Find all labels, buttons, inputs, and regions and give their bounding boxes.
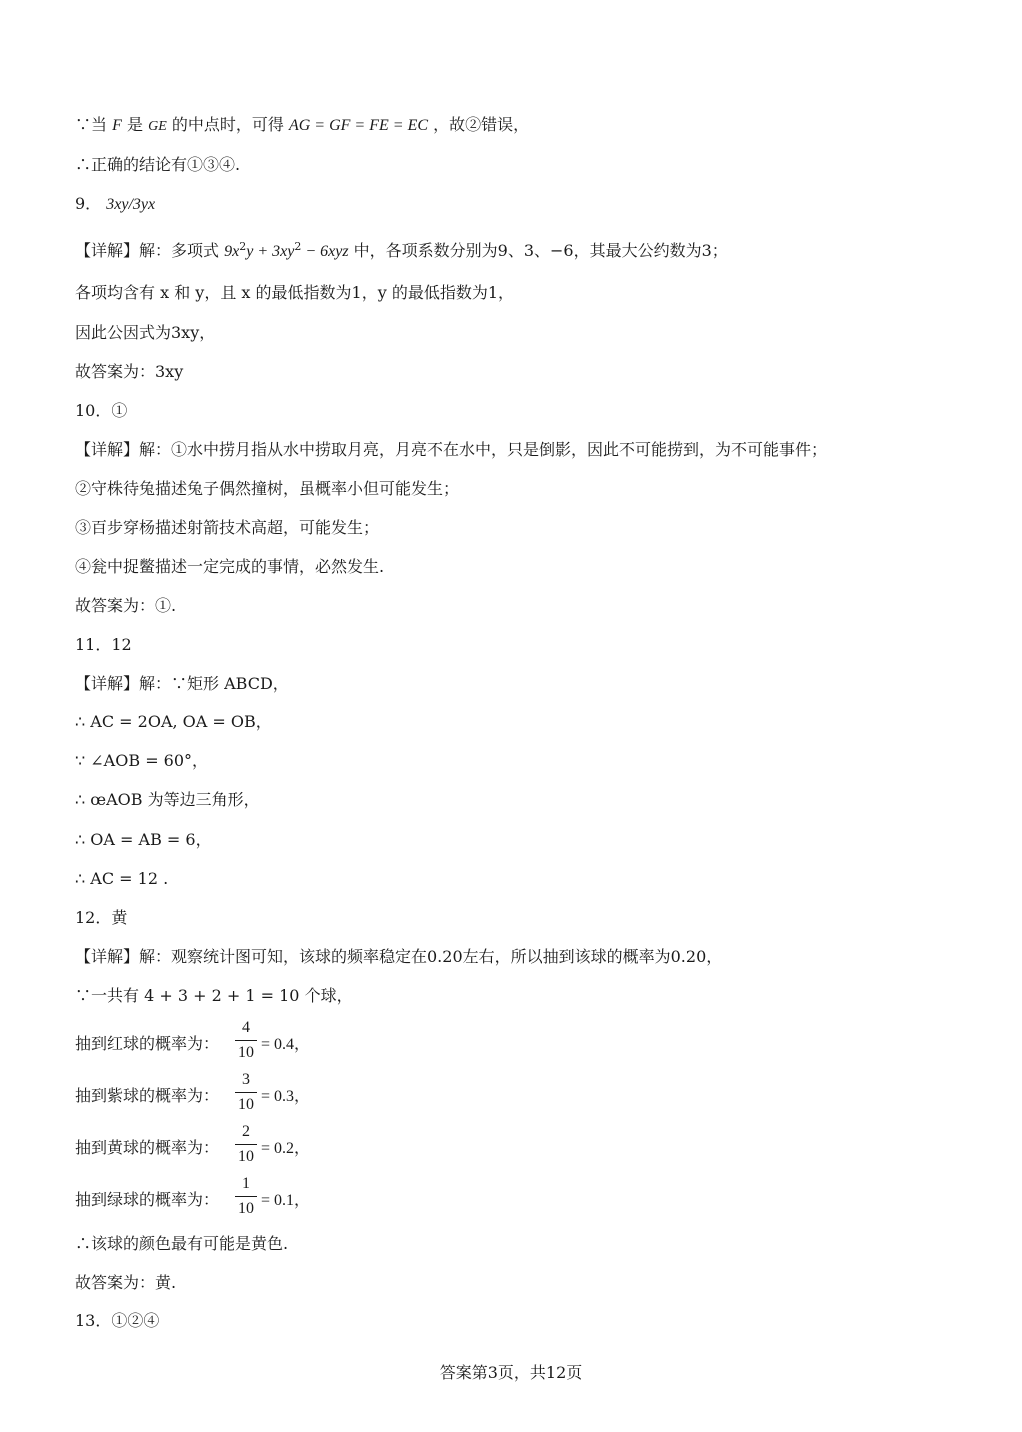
numerator: 3 [242,1071,250,1088]
fraction [233,1121,259,1168]
math-term: 9x [224,243,240,260]
result: = 0.3， [261,1088,311,1105]
question-12-answer: 12．黄 [75,908,128,927]
question-10-detail-5: 故答案为：①. [75,596,177,615]
text: ，故②错误， [433,115,530,134]
conclusion-line: ∴正确的结论有①③④. [75,155,241,174]
question-11-detail-4: ∴ œAOB 为等边三角形， [75,790,260,809]
question-9-detail-2: 各项均含有 x 和 y，且 x 的最低指数为1，y 的最低指数为1， [75,283,515,302]
question-11-detail-1: 【详解】解：∵矩形 ABCD， [75,674,289,693]
question-9-detail-1: 【详解】解：多项式 $9x^2y + 3xy^2 - 6xyz$ 中，各项系数分别为9、3、−6，其最大公约数为3； [75,240,728,260]
result: = 0.2， [261,1140,311,1157]
math-term: y + 3xy [246,243,295,260]
denominator: 10 [238,1044,254,1061]
math-term: − 6xyz [301,243,349,260]
question-9-detail-4: 故答案为：3xy [75,362,184,381]
denominator: 10 [238,1096,254,1113]
question-11-detail-5: ∴ OA = AB = 6， [75,830,212,849]
question-12-detail-1: 【详解】解：观察统计图可知，该球的频率稳定在0.20左右，所以抽到该球的概率为0.20， [75,947,723,966]
question-10-detail-3: ③百步穿杨描述射箭技术高超，可能发生； [75,518,380,537]
question-12-detail-4: 故答案为：黄. [75,1273,177,1292]
math-equation: AG = GF = FE = EC [288,117,429,134]
text: 抽到紫球的概率为： [75,1086,220,1105]
question-10-detail-4: ④瓮中捉鳖描述一定完成的事情，必然发生. [75,557,385,576]
question-number: 9． [75,194,102,213]
question-12-detail-2: ∵一共有 4 + 3 + 2 + 1 = 10 个球， [75,986,353,1005]
numerator: 1 [242,1175,250,1192]
text: ∵当 [75,115,108,134]
numerator: 2 [242,1123,250,1140]
fraction [233,1069,259,1116]
result: = 0.4， [261,1036,311,1053]
question-13-answer: 13．①②④ [75,1311,160,1330]
denominator: 10 [238,1200,254,1217]
question-9-answer [75,193,155,216]
fraction [233,1017,259,1064]
text: 抽到黄球的概率为： [75,1138,220,1157]
question-12-detail-3: ∴该球的颜色最有可能是黄色. [75,1234,289,1253]
text-line [75,114,529,138]
text: 中，各项系数分别为9、3、−6，其最大公约数为3； [353,241,728,260]
question-11-answer: 11．12 [75,635,132,654]
text: 【详解】解：多项式 [75,241,220,260]
math-var: F [112,117,122,134]
math-var: GE [148,119,167,134]
question-11-detail-6: ∴ AC = 12 . [75,869,169,888]
text: 抽到红球的概率为： [75,1034,220,1053]
text: 是 [126,115,143,134]
denominator: 10 [238,1148,254,1165]
text: 抽到绿球的概率为： [75,1190,220,1209]
result: = 0.1， [261,1192,311,1209]
answer: 3xy/3yx [106,196,156,213]
question-10-detail-2: ②守株待兔描述兔子偶然撞树，虽概率小但可能发生； [75,479,460,498]
question-10-answer: 10．① [75,401,128,420]
fraction [233,1173,259,1220]
question-10-detail-1: 【详解】解：①水中捞月指从水中捞取月亮，月亮不在水中，只是倒影，因此不可能捞到，为不可能事件； [75,440,828,459]
question-11-detail-2: ∴ AC = 2OA, OA = OB， [75,712,272,731]
question-9-detail-3: 因此公因式为3xy， [75,323,216,342]
question-11-detail-3: ∵ ∠AOB = 60°， [75,751,209,770]
numerator: 4 [242,1019,250,1036]
text: 的中点时，可得 [171,115,284,134]
page-footer: 答案第3页，共12页 [439,1363,583,1382]
